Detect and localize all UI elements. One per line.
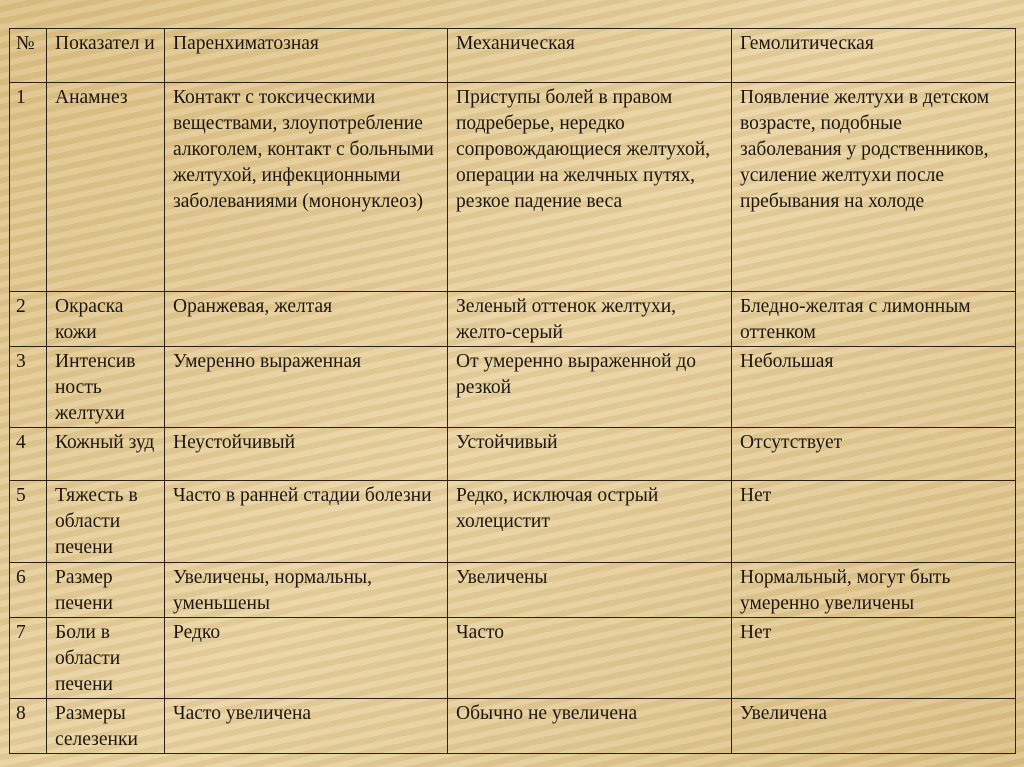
row-num: 4 <box>10 428 47 481</box>
row-num: 1 <box>10 83 47 292</box>
row-num: 7 <box>10 618 47 699</box>
cell-mechanical: Редко, исключая острый холецистит <box>448 481 732 563</box>
cell-parenchymal: Увеличены, нормальны, уменьшены <box>165 563 448 618</box>
cell-hemolytic: Увеличена <box>732 699 1016 754</box>
row-indicator: Боли в области печени <box>47 618 165 699</box>
cell-mechanical: Приступы болей в правом подреберье, нередко сопровождающиеся желтухой, операции на желчных путях, резкое падение веса <box>448 83 732 292</box>
row-num: 6 <box>10 563 47 618</box>
cell-hemolytic: Нет <box>732 618 1016 699</box>
row-num: 5 <box>10 481 47 563</box>
header-parenchymal: Паренхиматозная <box>165 29 448 83</box>
cell-mechanical: Обычно не увеличена <box>448 699 732 754</box>
row-indicator: Размер печени <box>47 563 165 618</box>
cell-hemolytic: Бледно-желтая с лимонным оттенком <box>732 292 1016 347</box>
cell-hemolytic: Нет <box>732 481 1016 563</box>
table-header-row <box>10 29 1016 83</box>
row-num: 2 <box>10 292 47 347</box>
header-hemolytic: Гемолитическая <box>732 29 1016 83</box>
cell-parenchymal: Часто увеличена <box>165 699 448 754</box>
header-num: № <box>10 29 47 83</box>
jaundice-comparison-table <box>9 28 1016 754</box>
cell-mechanical: Устойчивый <box>448 428 732 481</box>
cell-hemolytic: Нормальный, могут быть умеренно увеличены <box>732 563 1016 618</box>
table-row <box>10 618 1016 699</box>
row-indicator: Анамнез <box>47 83 165 292</box>
row-num: 8 <box>10 699 47 754</box>
cell-mechanical: Часто <box>448 618 732 699</box>
row-indicator: Кожный зуд <box>47 428 165 481</box>
header-mechanical: Механическая <box>448 29 732 83</box>
cell-mechanical: Увеличены <box>448 563 732 618</box>
cell-parenchymal: Оранжевая, желтая <box>165 292 448 347</box>
table-row <box>10 292 1016 347</box>
cell-hemolytic: Появление желтухи в детском возрасте, подобные заболевания у родственников, усиление желтухи после пребывания на холоде <box>732 83 1016 292</box>
table-row <box>10 347 1016 428</box>
cell-mechanical: Зеленый оттенок желтухи, желто-серый <box>448 292 732 347</box>
header-indicator: Показател и <box>47 29 165 83</box>
table-row <box>10 563 1016 618</box>
row-indicator: Тяжесть в области печени <box>47 481 165 563</box>
row-indicator: Окраска кожи <box>47 292 165 347</box>
cell-hemolytic: Отсутствует <box>732 428 1016 481</box>
table-row <box>10 83 1016 292</box>
table-row <box>10 699 1016 754</box>
table-row <box>10 428 1016 481</box>
row-indicator: Интенсив ность желтухи <box>47 347 165 428</box>
row-num: 3 <box>10 347 47 428</box>
cell-parenchymal: Контакт с токсическими веществами, злоупотребление алкоголем, контакт с больными желтухой, инфекционными заболеваниями (мононуклеоз) <box>165 83 448 292</box>
cell-parenchymal: Неустойчивый <box>165 428 448 481</box>
cell-mechanical: От умеренно выраженной до резкой <box>448 347 732 428</box>
cell-parenchymal: Умеренно выраженная <box>165 347 448 428</box>
table-row <box>10 481 1016 563</box>
cell-parenchymal: Редко <box>165 618 448 699</box>
cell-parenchymal: Часто в ранней стадии болезни <box>165 481 448 563</box>
row-indicator: Размеры селезенки <box>47 699 165 754</box>
cell-hemolytic: Небольшая <box>732 347 1016 428</box>
